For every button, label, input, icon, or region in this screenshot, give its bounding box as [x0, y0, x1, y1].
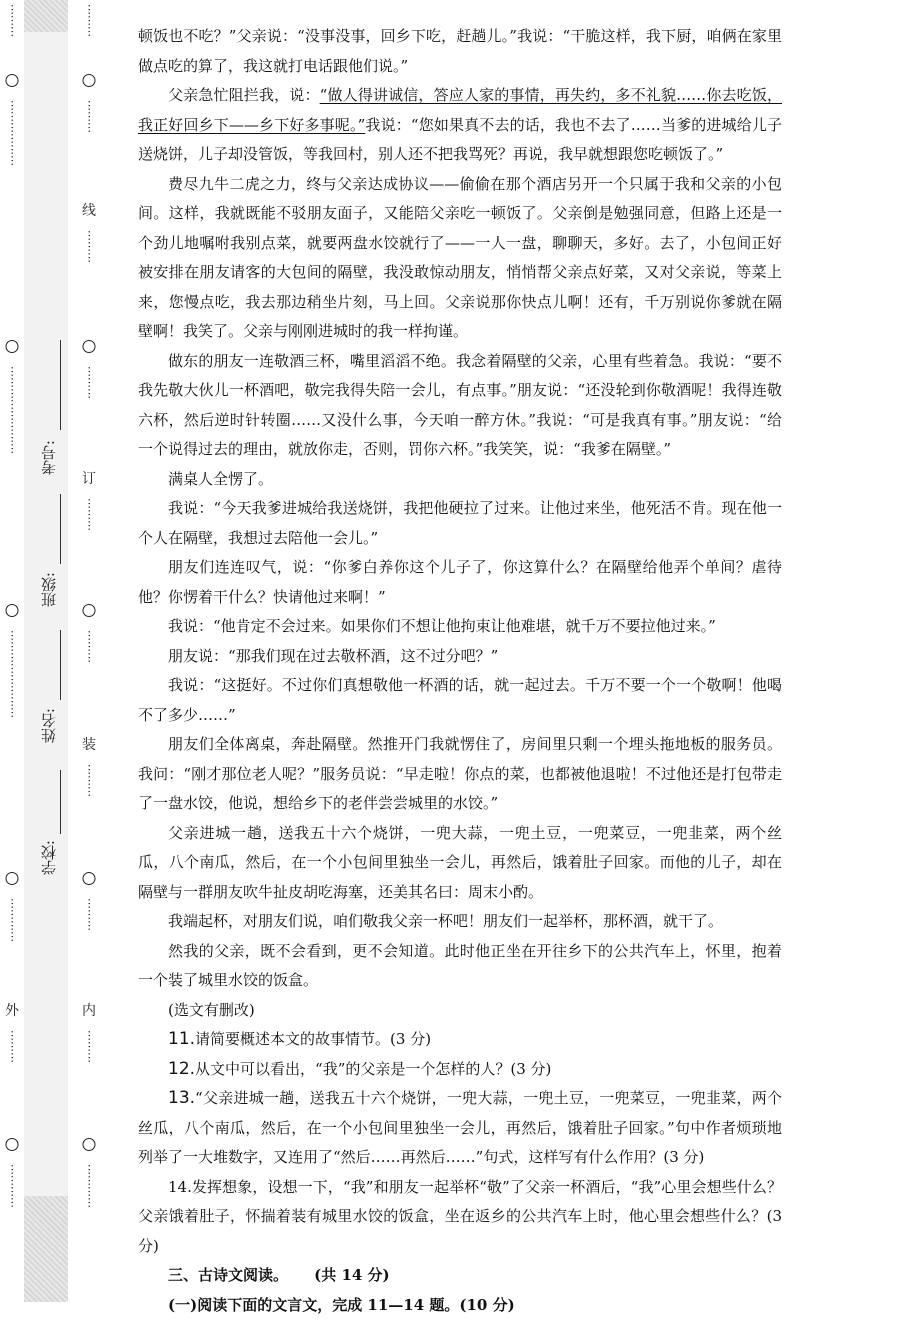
story-paragraph: 我说：“这挺好。不过你们真想敬他一杯酒的话，就一起过去。千万不要一个一个敬啊！他喝不了多少……”	[138, 671, 782, 730]
story-paragraph: 朋友们全体离桌，奔赴隔壁。然推开门我就愣住了，房间里只剩一个埋头拖地板的服务员。我问：“刚才那位老人呢？”服务员说：“早走啦！你点的菜，也都被他退啦！不过他还是打包带走了一盘水饺，他说，想给乡下的老伴尝尝城里的水饺。”	[138, 730, 782, 819]
binding-hole	[83, 872, 96, 885]
binding-hole	[6, 340, 19, 353]
question-12	[138, 1055, 782, 1085]
inner-label-staple: 装	[82, 738, 96, 752]
story-paragraph: 顿饭也不吃？”父亲说：“没事没事，回乡下吃，赶趟儿。”我说：“干脆这样，我下厨，咱俩在家里做点吃的算了，我这就打电话跟他们说。”	[138, 22, 782, 81]
question-number: 13.	[168, 1088, 195, 1108]
question-text: 请简要概述本文的故事情节。(3 分)	[195, 1030, 431, 1048]
section-heading	[138, 1261, 782, 1291]
binding-strip-bottom	[24, 1196, 68, 1302]
question-number: 12.	[168, 1059, 195, 1079]
question-text: “父亲进城一趟，送我五十六个烧饼，一兜大蒜，一兜土豆，一兜菜豆，一兜韭菜，两个丝瓜，八个南瓜，然后，在一个小包间里独坐一会儿，再然后，饿着肚子回家。”句中作者烦琐地列举了一大堆数字，又连用了“然后……再然后……”句式，这样写有什么作用？(3 分)	[138, 1089, 782, 1166]
question-text: 从文中可以看出，“我”的父亲是一个怎样的人？(3 分)	[195, 1060, 551, 1078]
field-class-line	[60, 494, 61, 564]
binding-hole	[83, 340, 96, 353]
question-11	[138, 1025, 782, 1055]
story-paragraph: 朋友说：“那我们现在过去敬杯酒，这不过分吧？”	[138, 642, 782, 672]
story-paragraph: 父亲进城一趟，送我五十六个烧饼，一兜大蒜，一兜土豆，一兜菜豆，一兜韭菜，两个丝瓜，八个南瓜，然后，在一个小包间里独坐一会儿，再然后，饿着肚子回家。而他的儿子，却在隔壁与一群朋友吹牛扯皮胡吃海塞，还美其名曰：周末小酌。	[138, 819, 782, 908]
story-paragraph	[138, 81, 782, 170]
story-paragraph: 费尽九牛二虎之力，终与父亲达成协议——偷偷在那个酒店另开一个只属于我和父亲的小包间。这样，我就既能不驳朋友面子，又能陪父亲吃一顿饭了。父亲倒是勉强同意，但路上还是一个劲儿地嘱咐我别点菜，就要两盘水饺就行了——一人一盘，聊聊天，多好。去了，小包间正好被安排在朋友请客的大包间的隔壁，我没敢惊动朋友，悄悄帮父亲点好菜，又对父亲说，等菜上来，您慢点吃，我去那边稍坐片刻，马上回。父亲说那你快点儿啊！还有，千万别说你爹就在隔壁啊！我笑了。父亲与刚刚进城时的我一样拘谨。	[138, 170, 782, 347]
binding-strip-middle	[24, 32, 68, 1196]
binding-hole	[83, 1138, 96, 1151]
section-title: 三、古诗文阅读。	[168, 1266, 288, 1284]
story-paragraph: 我说：“今天我爹进城给我送烧饼，我把他硬拉了过来。让他过来坐，他死活不肯。现在他一个人在隔壁，我想过去陪他一会儿。”	[138, 494, 782, 553]
inner-label-bind: 订	[82, 472, 96, 486]
question-number: 14.	[168, 1178, 192, 1196]
field-exam-number: 考号:	[38, 440, 59, 475]
story-paragraph: 做东的朋友一连敬酒三杯，嘴里滔滔不绝。我念着隔壁的父亲，心里有些着急。我说：“要不我先敬大伙儿一杯酒吧，敬完我得失陪一会儿，有点事。”朋友说：“还没轮到你敬酒呢！我得连敬六杯，然后逆时针转圈……又没什么事，今天咱一醉方休。”我说：“可是我真有事。”朋友说：“给一个说得过去的理由，就放你走，否则，罚你六杯。”我笑笑，说：“我爹在隔壁。”	[138, 347, 782, 465]
story-paragraph: 我端起杯，对朋友们说，咱们敬我父亲一杯吧！朋友们一起举杯，那杯酒，就干了。	[138, 907, 782, 937]
story-paragraph: 满桌人全愣了。	[138, 465, 782, 495]
field-school: 学校:	[38, 840, 59, 875]
subsection-heading: (一)阅读下面的文言文，完成 11—14 题。(10 分)	[138, 1291, 782, 1320]
underlined-sentence: “做人得讲诚信，答应人家的事情，再失约，多不礼貌……你去吃饭，我正好回乡下——乡下好多事呢。”	[138, 86, 782, 134]
binding-hole	[6, 74, 19, 87]
source-note: (选文有删改)	[138, 996, 782, 1026]
story-paragraph: 朋友们连连叹气，说：“你爹白养你这个儿子了，你这算什么？在隔壁给他弄个单间？虐待他？你愣着干什么？快请他过来啊！”	[138, 553, 782, 612]
binding-hole	[6, 872, 19, 885]
question-13	[138, 1084, 782, 1173]
outer-label: 外	[5, 1004, 19, 1018]
field-name-line	[60, 630, 61, 700]
section-score: (共 14 分)	[314, 1266, 390, 1284]
story-paragraph: 我说：“他肯定不会过来。如果你们不想让他拘束让他难堪，就千万不要拉他过来。”	[138, 612, 782, 642]
binding-margin-inner: ⋯⋯⋯ ⋯⋯⋯ 线 ⋯⋯⋯ ⋯⋯⋯ 订 ⋯⋯⋯ ⋯⋯⋯ 装 ⋯⋯⋯ ⋯⋯⋯ 内 ⋯⋯⋯ ⋯⋯⋯⋯	[74, 0, 104, 1302]
binding-hole	[83, 74, 96, 87]
question-text: 发挥想象，设想一下，“我”和朋友一起举杯“敬”了父亲一杯酒后，“我”心里会想些什么？父亲饿着肚子，怀揣着装有城里水饺的饭盒，坐在返乡的公共汽车上时，他心里会想些什么？(3 分)	[138, 1178, 782, 1255]
binding-hole	[83, 604, 96, 617]
story-paragraph: 然我的父亲，既不会看到，更不会知道。此时他正坐在开往乡下的公共汽车上，怀里，抱着一个装了城里水饺的饭盒。	[138, 937, 782, 996]
paragraph-text: 父亲急忙阻拦我，说：	[168, 86, 320, 104]
paragraph-text: 我说：“您如果真不去的话，我也不去了……当爹的进城给儿子送烧饼，儿子却没管饭，等我回村，别人还不把我骂死？再说，我早就想跟您吃顿饭了。”	[138, 116, 782, 164]
binding-hole	[6, 1138, 19, 1151]
field-exam-number-line	[60, 340, 61, 430]
binding-hole	[6, 604, 19, 617]
exam-content	[138, 22, 782, 1320]
binding-margin-outer: ⋯⋯⋯ ⋯⋯⋯⋯⋯⋯ ⋯⋯⋯⋯⋯⋯⋯⋯ ⋯⋯⋯⋯⋯⋯⋯⋯ ⋯⋯⋯⋯ 外 ⋯⋯⋯ ⋯⋯⋯⋯	[0, 0, 24, 1302]
field-class: 班级:	[38, 572, 59, 607]
inner-label-line: 线	[82, 204, 96, 218]
field-school-line	[60, 770, 61, 834]
question-number: 11.	[168, 1029, 195, 1049]
binding-strip-top	[24, 0, 68, 32]
question-14	[138, 1173, 782, 1262]
inner-label-inside: 内	[82, 1004, 96, 1018]
field-name: 姓名:	[38, 708, 59, 743]
